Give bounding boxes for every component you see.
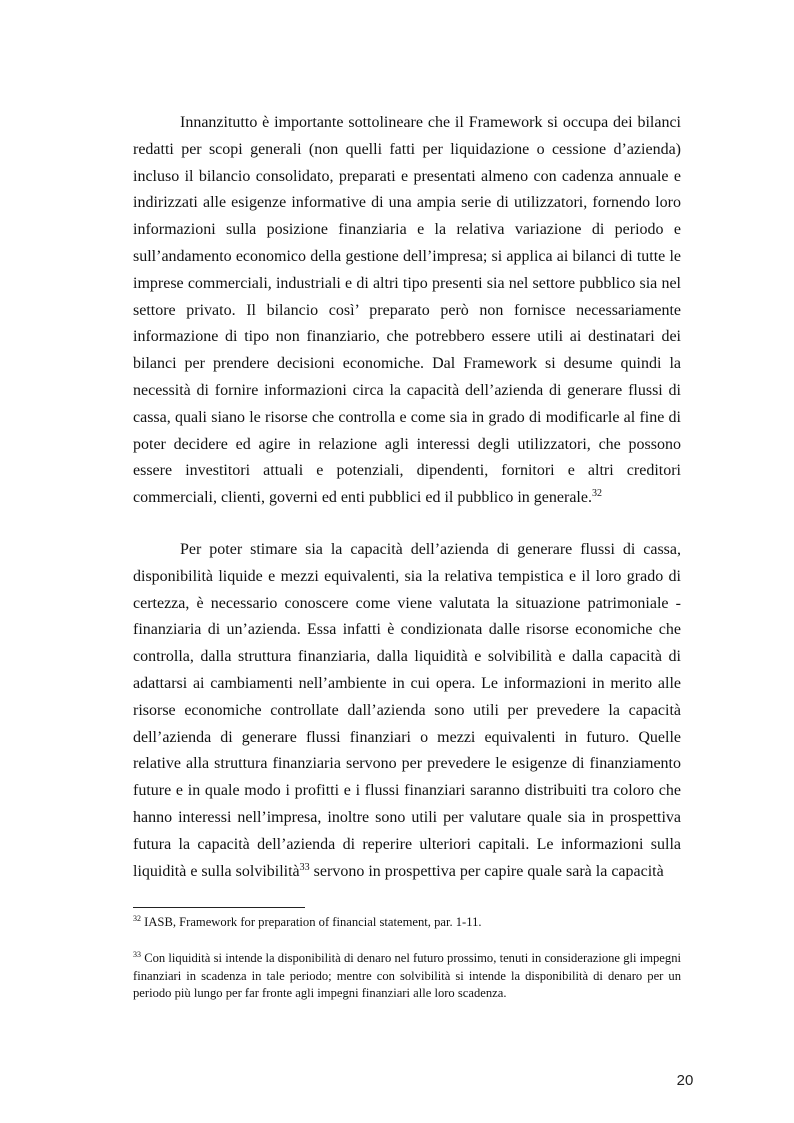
body-paragraph-2 <box>133 537 681 885</box>
footnote-ref-32[interactable]: 32 <box>591 488 602 500</box>
paragraph-2-text-after-ref: servono in prospettiva per capire quale sarà la capacità <box>309 862 664 880</box>
footnote-ref-33[interactable]: 33 <box>299 861 310 873</box>
footnote-separator <box>133 907 305 908</box>
paragraph-2-text-before-ref: Per poter stimare sia la capacità dell’azienda di generare flussi di cassa, disponibilità liquide e mezzi equivalenti, sia la relativa tempistica e il loro grado di certezza, è necessario conoscere come viene valutata la situazione patrimoniale - finanziaria di un’azienda. Essa infatti è condizionata dalle risorse economiche che controlla, dalla struttura finanziaria, dalla liquidità e solvibilità e dalla capacità di adattarsi ai cambiamenti nell’ambiente in cui opera. Le informazioni in merito alle risorse economiche controllate dall’azienda sono utili per prevedere la capacità dell’azienda di generare flussi finanziari o mezzi equivalenti in futuro. Quelle relative alla struttura finanziaria servono per prevedere le esigenze di finanziamento future e in quale modo i profitti e i flussi finanziari saranno distribuiti tra coloro che hanno interessi nell’impresa, inoltre sono utili per valutare quale sia in prospettiva futura la capacità dell’azienda di reperire ulteriori capitali. Le informazioni sulla liquidità e sulla solvibilità <box>133 541 681 880</box>
footnote-33-number: 33 <box>133 950 141 959</box>
footnote-32-text: IASB, Framework for preparation of financial statement, par. 1-11. <box>141 915 482 929</box>
page-number: 20 <box>676 1072 694 1089</box>
footnote-33-text: Con liquidità si intende la disponibilità di denaro nel futuro prossimo, tenuti in considerazione gli impegni finanziari in scadenza in tale periodo; mentre con solvibilità si intende la disponibilità di denaro per un periodo più lungo per far fronte agli impegni finanziari alle loro scadenza. <box>133 951 681 1000</box>
body-paragraph-1 <box>133 110 681 512</box>
footnote-33 <box>133 950 681 1003</box>
footnote-32-number: 32 <box>133 914 141 923</box>
footnote-32 <box>133 914 681 932</box>
paragraph-1-text: Innanzitutto è importante sottolineare che il Framework si occupa dei bilanci redatti per scopi generali (non quelli fatti per liquidazione o cessione d’azienda) incluso il bilancio consolidato, preparati e presentati almeno con cadenza annuale e indirizzati alle esigenze informative di una ampia serie di utilizzatori, fornendo loro informazioni sulla posizione finanziaria e la relativa variazione di periodo e sull’andamento economico della gestione dell’impresa; si applica ai bilanci di tutte le imprese commerciali, industriali e di altri tipo presenti sia nel settore pubblico sia nel settore privato. Il bilancio così’ preparato però non fornisce necessariamente informazione di tipo non finanziario, che potrebbero essere utili ai destinatari dei bilanci per prendere decisioni economiche. Dal Framework si desume quindi la necessità di fornire informazioni circa la capacità dell’azienda di generare flussi di cassa, quali siano le risorse che controlla e come sia in grado di modificarle al fine di poter decidere ed agire in relazione agli interessi degli utilizzatori, che possono essere investitori attuali e potenziali, dipendenti, fornitori e altri creditori commerciali, clienti, governi ed enti pubblici ed il pubblico in generale. <box>133 114 681 507</box>
